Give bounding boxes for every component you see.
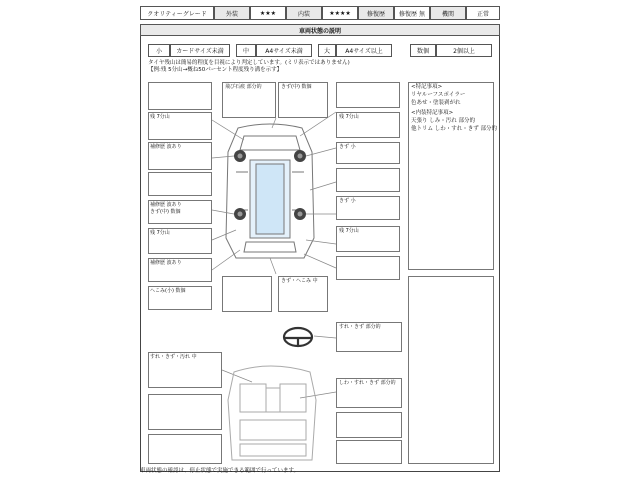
damage-label-interior-right: しわ・すれ・きず 部分的 xyxy=(339,380,396,386)
legend-count: 数個 xyxy=(410,44,436,57)
damage-label-right-upper: きず 小 xyxy=(339,144,356,150)
equipment-label: 機関 xyxy=(430,6,466,20)
legend-large: 大 xyxy=(318,44,336,57)
repair-history-value: 修復歴 無 xyxy=(394,6,430,20)
damage-box-interior-left-2 xyxy=(148,394,222,430)
special-notes-heading: <特記事項> xyxy=(411,84,443,90)
legend-large-desc: A4サイズ以上 xyxy=(336,44,392,57)
tire-label-front-left: 残 7分山 xyxy=(150,114,170,120)
damage-label-front-left: 飛び石痕 部分的 xyxy=(225,84,262,90)
legend-count-desc: 2個以上 xyxy=(436,44,492,57)
repair-history-label: 修復歴 xyxy=(358,6,394,20)
sheet-title: 車両状態の説明 xyxy=(140,24,500,36)
tire-label-rear-right: 残 7分山 xyxy=(339,228,359,234)
tire-label-rear-left: 残 7分山 xyxy=(150,230,170,236)
damage-label-right-mid: きず 小 xyxy=(339,198,356,204)
damage-label-left-lower: 補修歴 波あり xyxy=(150,260,182,266)
damage-label-rear-center: きず・へこみ 中 xyxy=(281,278,318,284)
special-note-2: 色あせ・塗装剥がれ xyxy=(411,100,461,106)
grade-label: クオリティーグレード xyxy=(140,6,214,20)
interior-rating: ★★★★ xyxy=(322,6,358,20)
additional-notes-panel xyxy=(408,276,494,464)
special-note-1: リヤルーフスポイラー xyxy=(411,92,466,98)
damage-box-left-4 xyxy=(148,172,212,196)
damage-box-right-4 xyxy=(336,168,400,192)
legend-medium: 中 xyxy=(236,44,256,57)
damage-label-left-bottom: へこみ(小) 数個 xyxy=(150,288,186,294)
legend-medium-desc: A4サイズ未満 xyxy=(256,44,312,57)
damage-box-right-7 xyxy=(336,256,400,280)
interior-note-1: 天張り しみ・汚れ 部分的 xyxy=(411,118,475,124)
interior-label: 内装 xyxy=(286,6,322,20)
footer-note: 車両状態の確認は、停止状態で実施できる範囲で行っています。 xyxy=(140,468,300,474)
tire-note-example: 【例:残 5分山→概ね50パーセント程度残り溝を示す】 xyxy=(148,67,283,73)
damage-label-left-mid-2: きず(中) 数個 xyxy=(150,209,181,215)
damage-box-interior-right-3 xyxy=(336,440,402,464)
tire-label-front-right: 残 7分山 xyxy=(339,114,359,120)
exterior-label: 外装 xyxy=(214,6,250,20)
legend-small-desc: カードサイズ未満 xyxy=(170,44,230,57)
damage-label-left-upper: 補修歴 波あり xyxy=(150,144,182,150)
damage-box-left-1 xyxy=(148,82,212,110)
damage-box-rear-left xyxy=(222,276,272,312)
legend-small: 小 xyxy=(148,44,170,57)
damage-box-right-1 xyxy=(336,82,400,108)
exterior-rating: ★★★ xyxy=(250,6,286,20)
damage-label-left-mid-1: 補修歴 波あり xyxy=(150,202,182,208)
equipment-value: 正常 xyxy=(466,6,500,20)
tire-note: タイヤ残山は簡易的程度を目視により判定しています。(ミリ表示ではありません) xyxy=(148,60,350,66)
damage-label-front-right: きず(中) 数個 xyxy=(281,84,312,90)
damage-box-interior-right-2 xyxy=(336,412,402,438)
damage-label-interior-left: すれ・きず・汚れ 中 xyxy=(150,354,197,360)
interior-notes-heading: <内装特記事項> xyxy=(411,110,454,116)
damage-box-interior-left-3 xyxy=(148,434,222,464)
damage-label-steering: すれ・きず 部分的 xyxy=(339,324,381,330)
interior-note-2: 他トリム しわ・すれ・きず 部分的 xyxy=(411,126,497,132)
